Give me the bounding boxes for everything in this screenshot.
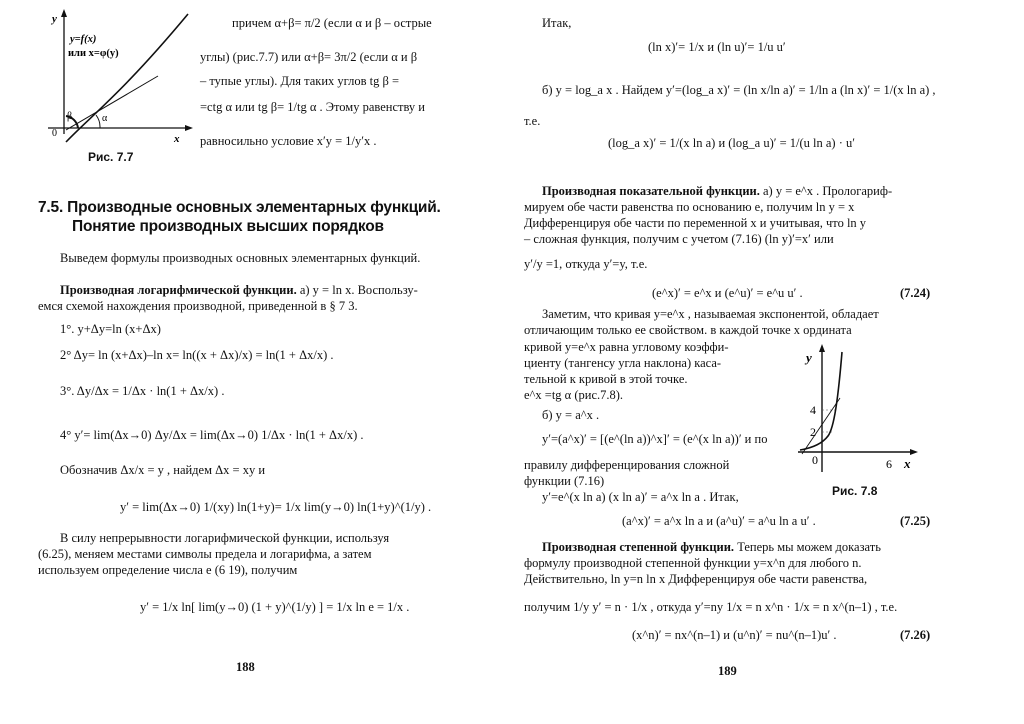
figure-7-8: [792, 340, 922, 480]
log-intro-line-1: [60, 283, 418, 298]
denote-line: Обозначив Δx/x = y , найдем Δx = xy и: [60, 463, 266, 477]
log-result: (log_a x)′ = 1/(x ln a) и (log_a u)′ = 1/(u ln a) · u′: [608, 136, 855, 150]
exp-line-3: Дифференцируя обе части по переменной x и учитывая, что ln y: [524, 216, 867, 230]
ax-result: y′=e^(x ln a) (x ln a)′ = a^x ln a . Итак,: [542, 490, 739, 504]
log-intro-line-2: емся схемой нахождения производной, приведенной в § 7 3.: [38, 299, 358, 313]
continuity-line-1: В силу непрерывности логарифмической функции, используя: [60, 531, 390, 545]
fig78-caption: Рис. 7.8: [832, 484, 878, 498]
eq-7-25-number: (7.25): [900, 514, 931, 528]
fig77-x-label: x: [174, 133, 180, 145]
fig77-beta-label: β: [67, 111, 73, 122]
top-text-line-3: – тупые углы). Для таких углов tg β =: [200, 74, 400, 88]
top-text-line-5: равносильно условие x′y = 1/y′x .: [200, 134, 377, 148]
section-heading-line-1: 7.5. Производные основных элементарных функций.: [38, 199, 441, 216]
top-text-line-4: =ctg α или tg β= 1/tg α . Этому равенству и: [200, 100, 425, 114]
fig77-curve-label-2: или x=φ(y): [68, 48, 119, 59]
step-4: 4° y′= lim(Δx→0) Δy/Δx = lim(Δx→0) 1/Δx · ln(1 + Δx/x) .: [60, 428, 364, 442]
exp-line-5: y′/y =1, откуда y′=y, т.е.: [524, 257, 648, 271]
fig77-tangent: [66, 76, 158, 130]
log-b-line: б) y = log_a x . Найдем y′=(log_a x)′ = (ln x/ln a)′ = 1/ln a (ln x)′ = 1/(x ln a) ,: [542, 83, 936, 97]
top-text-line-2: углы) (рис.7.7) или α+β= 3π/2 (если α и β: [200, 50, 418, 64]
fig78-y-label: y: [806, 350, 812, 365]
page-number-188: 188: [236, 660, 255, 674]
exp-intro: а) y = e^x . Прологариф-: [759, 184, 893, 198]
note-line-1: Заметим, что кривая y=e^x , называемая экспонентой, обладает: [542, 307, 879, 321]
eq-7-26: (x^n)′ = nx^(n–1) и (u^n)′ = nu^(n–1)u′ .: [632, 628, 837, 642]
log-intro-text: а) y = ln x. Воспользу-: [296, 283, 418, 297]
pow-intro: Теперь мы можем доказать: [734, 540, 881, 554]
top-text-line-1: причем α+β= π/2 (если α и β – острые: [232, 16, 432, 30]
rule-line-1: правилу дифференцирования сложной: [524, 458, 730, 472]
b2-line: б) y = a^x .: [542, 408, 600, 422]
note-line-6: e^x =tg α (рис.7.8).: [524, 388, 624, 402]
right-page: [512, 0, 1024, 724]
fig78-tick-2: 2: [810, 425, 816, 439]
pow-line-2: формулу производной степенной функции y=x^n для любого n.: [524, 556, 862, 570]
note-line-2: отличающим только ее свойством. в каждой точке x ордината: [524, 323, 852, 337]
step-2: 2° Δy= ln (x+Δx)–ln x= ln((x + Δx)/x) = ln(1 + Δx/x) .: [60, 348, 334, 362]
rule-line-2: функции (7.16): [524, 474, 605, 488]
pow-line-1: [542, 540, 881, 555]
pow-line-4: получим 1/y y′ = n · 1/x , откуда y′=ny 1/x = n x^n · 1/x = n x^(n–1) , т.е.: [524, 600, 898, 614]
fig78-tick-4: 4: [810, 403, 816, 417]
exp-heading: Производная показательной функции.: [542, 184, 760, 198]
note-line-5: тельной к кривой в этой точке.: [524, 372, 688, 386]
fig78-exp-curve: [800, 352, 842, 450]
continuity-line-2: (6.25), меняем местами символы предела и логарифма, а затем: [38, 547, 372, 561]
continuity-line-3: используем определение числа e (6 19), получим: [38, 563, 298, 577]
page-number-189: 189: [718, 664, 737, 678]
itak: Итак,: [542, 16, 572, 30]
pow-heading: Производная степенной функции.: [542, 540, 735, 554]
note-line-3: кривой y=e^x равна угловому коэффи-: [524, 340, 729, 354]
fig77-curve-label-1: y=f(x): [70, 34, 97, 45]
fig77-origin-label: 0: [52, 128, 57, 139]
ax-line: y′=(a^x)′ = [(e^(ln a))^x]′ = (e^(x ln a))′ и по: [542, 432, 768, 446]
fig78-x-label: x: [904, 456, 911, 471]
section-heading-line-2: Понятие производных высших порядков: [72, 218, 384, 235]
intro-paragraph: Выведем формулы производных основных элементарных функций.: [60, 251, 421, 265]
te-label: т.е.: [524, 114, 541, 128]
figure-7-7: [38, 4, 198, 154]
fig77-caption: Рис. 7.7: [88, 150, 134, 164]
final-line: y′ = 1/x ln[ lim(y→0) (1 + y)^(1/y) ] = 1/x ln e = 1/x .: [140, 600, 410, 614]
fig78-tick-6: 6: [886, 457, 892, 471]
ln-result: (ln x)′= 1/x и (ln u)′= 1/u u′: [648, 40, 786, 54]
eq-7-26-number: (7.26): [900, 628, 931, 642]
pow-line-3: Действительно, ln y=n ln x Дифференцируя обе части равенства,: [524, 572, 868, 586]
fig77-alpha-label: α: [102, 113, 108, 124]
exp-line-2: мируем обе части равенства по основанию e, получим ln y = x: [524, 200, 855, 214]
fig78-origin: 0: [812, 453, 818, 467]
eq-7-24: (e^x)′ = e^x и (e^u)′ = e^u u′ .: [652, 286, 803, 300]
log-heading: Производная логарифмической функции.: [60, 283, 297, 297]
step-3: 3°. Δy/Δx = 1/Δx · ln(1 + Δx/x) .: [60, 384, 225, 398]
left-page: [0, 0, 510, 724]
exp-line-4: – сложная функция, получим с учетом (7.16) (ln y)′=x′ или: [524, 232, 834, 246]
eq-7-25: (a^x)′ = a^x ln a и (a^u)′ = a^u ln a u′ .: [622, 514, 816, 528]
fig78-tangent: [802, 398, 840, 454]
limit-line: y′ = lim(Δx→0) 1/(xy) ln(1+y)= 1/x lim(y→0) ln(1+y)^(1/y) .: [120, 500, 432, 514]
note-line-4: циенту (тангенсу угла наклона) каса-: [524, 356, 722, 370]
fig77-y-label: y: [52, 13, 57, 25]
step-1: 1°. y+Δy=ln (x+Δx): [60, 322, 161, 336]
eq-7-24-number: (7.24): [900, 286, 931, 300]
exp-line-1: [542, 184, 892, 199]
